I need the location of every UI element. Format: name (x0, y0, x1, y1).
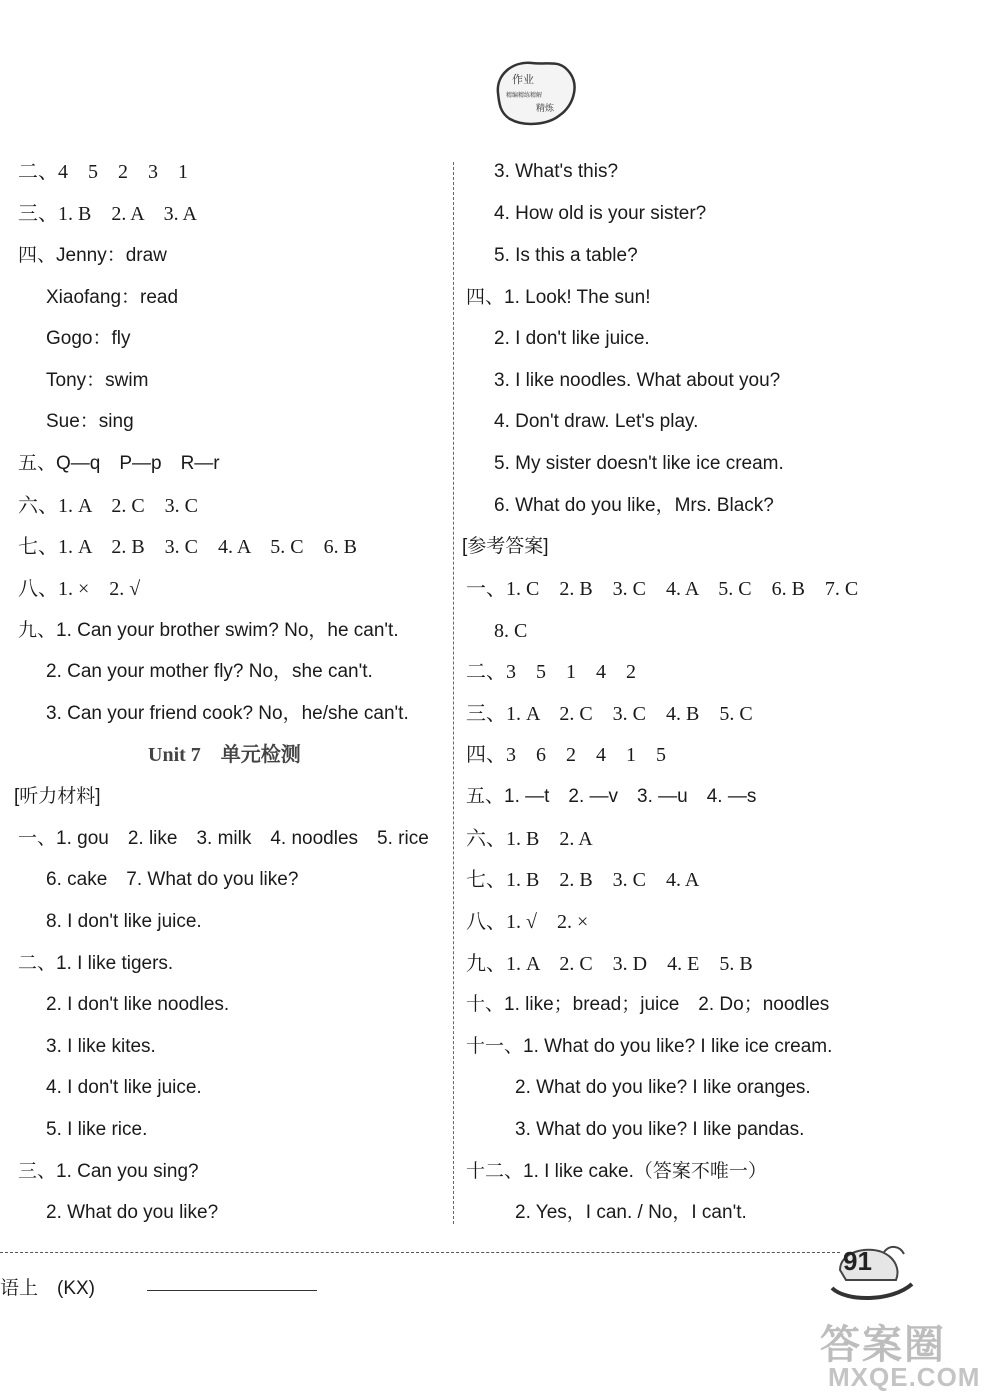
answer-line: 2. What do you like? (46, 1202, 219, 1223)
answer-line: 4. I don't like juice. (46, 1077, 202, 1098)
answer-line: 二、4 5 2 3 1 (18, 161, 188, 183)
section-label: [听力材料] (14, 786, 101, 807)
answer-line: 六、1. B 2. A (466, 828, 593, 850)
answer-line: 3. What do you like? I like pandas. (515, 1119, 805, 1140)
svg-text:精编精练精解: 精编精练精解 (506, 92, 543, 99)
answer-line: Sue：sing (46, 411, 134, 432)
answer-line: 3. I like noodles. What about you? (494, 370, 781, 391)
answer-line: 十二、1. I like cake.（答案不唯一） (466, 1161, 767, 1182)
answer-line: 5. I like rice. (46, 1119, 148, 1140)
answer-line: 2. Yes，I can. / No，I can't. (515, 1202, 747, 1223)
answer-line: 五、Q—q P—p R—r (18, 453, 220, 474)
answer-line: 二、3 5 1 4 2 (466, 661, 636, 683)
page-number: 91 (843, 1246, 872, 1276)
answer-line: 2. I don't like juice. (494, 328, 650, 349)
answer-line: 三、1. B 2. A 3. A (18, 203, 197, 225)
answer-line: 九、1. A 2. C 3. D 4. E 5. B (466, 953, 753, 975)
answer-line: 三、1. A 2. C 3. C 4. B 5. C (466, 703, 753, 725)
watermark-logo: 答案圈 (820, 1323, 946, 1367)
answer-line: Tony：swim (46, 370, 149, 391)
answer-line: 3. Can your friend cook? No，he/she can't. (46, 703, 409, 724)
column-divider (453, 162, 454, 1224)
answer-line: Xiaofang：read (46, 287, 179, 308)
answer-line: 5. My sister doesn't like ice cream. (494, 453, 784, 474)
svg-text:精炼: 精炼 (536, 104, 555, 114)
answer-line: 一、1. gou 2. like 3. milk 4. noodles 5. rice (18, 828, 429, 849)
answer-line: 七、1. B 2. B 3. C 4. A (466, 869, 700, 891)
answer-line: 3. I like kites. (46, 1036, 156, 1057)
answer-line: 七、1. A 2. B 3. C 4. A 5. C 6. B (18, 536, 357, 558)
answer-line: 八、1. √ 2. × (466, 911, 589, 933)
answer-line: 6. What do you like，Mrs. Black? (494, 495, 774, 516)
answer-line: 2. I don't like noodles. (46, 994, 230, 1015)
answer-line: 5. Is this a table? (494, 245, 638, 266)
footer-divider (0, 1252, 840, 1253)
answer-line: 四、Jenny：draw (18, 245, 167, 266)
answer-line: 4. Don't draw. Let's play. (494, 411, 699, 432)
answer-line: 九、1. Can your brother swim? No，he can't. (18, 620, 399, 641)
answer-line: 四、3 6 2 4 1 5 (466, 744, 666, 766)
section-title: Unit 7 单元检测 (148, 744, 301, 766)
answer-line: 三、1. Can you sing? (18, 1161, 199, 1182)
answer-line: 四、1. Look! The sun! (466, 287, 651, 308)
answer-line: 3. What's this? (494, 161, 619, 182)
answer-line: 8. C (494, 620, 528, 642)
answer-line: 二、1. I like tigers. (18, 953, 174, 974)
footer-label: 语上 (KX) (0, 1278, 96, 1299)
answer-line: 4. How old is your sister? (494, 203, 707, 224)
answer-line: 八、1. × 2. √ (18, 578, 141, 600)
watermark-url: MXQE.COM (828, 1362, 981, 1392)
answer-line: Gogo：fly (46, 328, 131, 349)
answer-line: 6. cake 7. What do you like? (46, 869, 299, 890)
answer-line: 8. I don't like juice. (46, 911, 202, 932)
answer-line: 2. What do you like? I like oranges. (515, 1077, 811, 1098)
answer-line: 2. Can your mother fly? No，she can't. (46, 661, 373, 682)
answer-line: 十、1. like；bread；juice 2. Do；noodles (466, 994, 830, 1015)
section-label: [参考答案] (462, 536, 549, 557)
svg-text:作业: 作业 (512, 73, 534, 86)
answer-line: 一、1. C 2. B 3. C 4. A 5. C 6. B 7. C (466, 578, 859, 600)
answer-line: 五、1. —t 2. —v 3. —u 4. —s (466, 786, 757, 807)
answer-line: 十一、1. What do you like? I like ice cream. (466, 1036, 833, 1057)
footer-underline (147, 1290, 317, 1291)
answer-line: 六、1. A 2. C 3. C (18, 495, 199, 517)
stamp-logo (490, 55, 580, 135)
